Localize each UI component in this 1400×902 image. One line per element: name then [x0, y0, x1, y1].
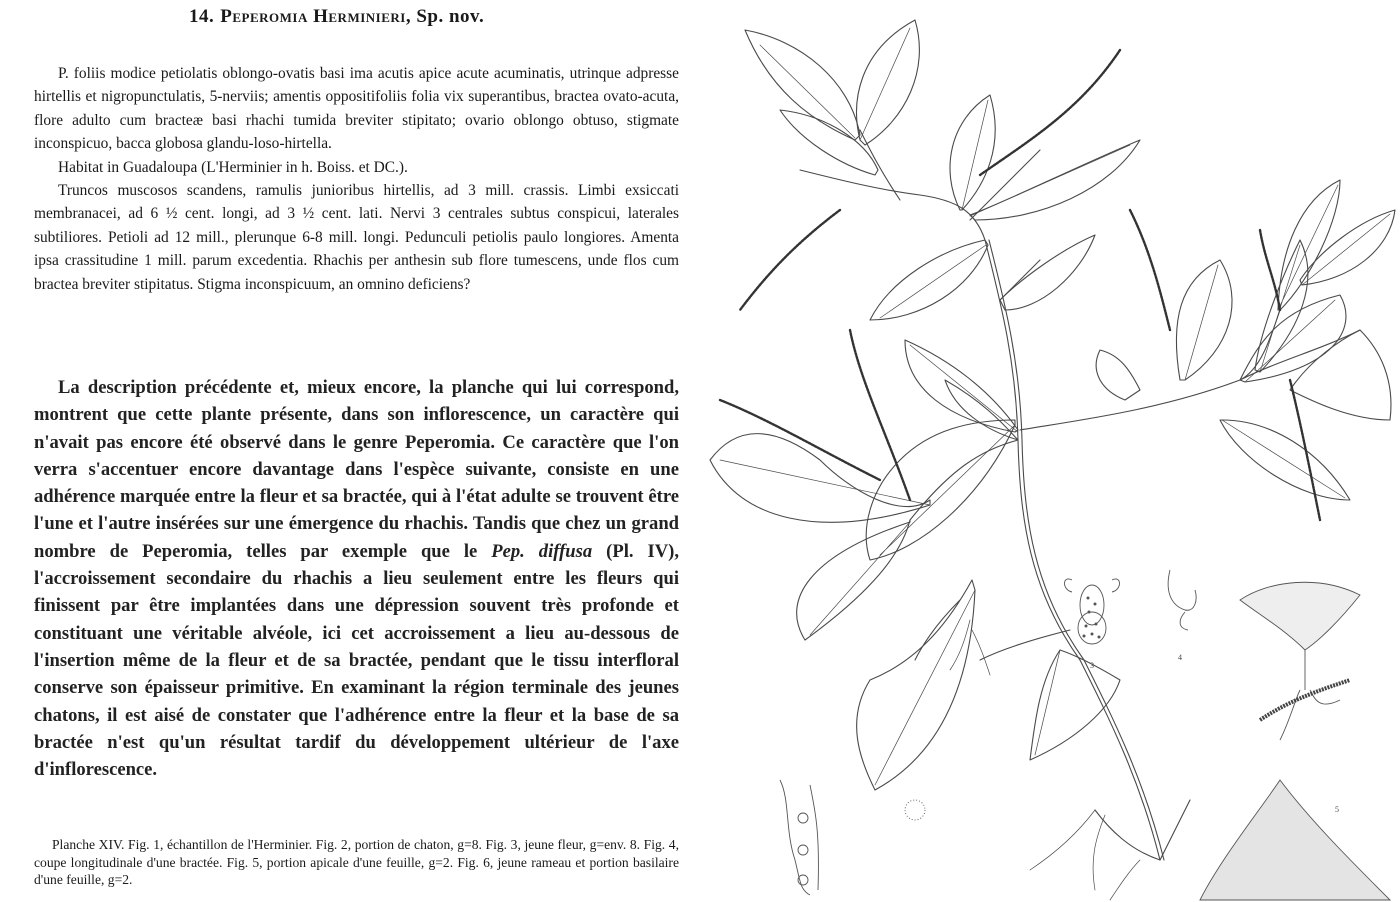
text-column — [34, 0, 679, 902]
catkin-spike — [740, 210, 840, 310]
latin-diagnosis: P. foliis modice petiolatis oblongo-ovatis basi ima acutis apice acute acuminatis, utrinque adpresse hirtellis et nigropunctulatis, 5-nerviis; amentis oppositifoliis folia vix superantibus, bractea ovato-acuta, flore adulto cum bracteæ basi rhachi tumida breviter stipitato; ovario oblongo obtuso, stigmate inconspicuo, bacca globosa glandu-loso-hirtella. — [34, 65, 679, 153]
botanical-plate — [700, 0, 1400, 902]
leaf — [1030, 650, 1120, 760]
catkin-spike — [1260, 230, 1280, 310]
leaf — [780, 110, 878, 175]
leaf — [870, 240, 988, 320]
plate-caption — [34, 836, 679, 889]
catkin-spike — [1130, 210, 1170, 330]
catkin-spike — [850, 330, 910, 500]
leaf — [1290, 330, 1391, 420]
latin-description — [34, 62, 679, 296]
leaf — [710, 434, 930, 523]
catkin-spike — [1290, 380, 1320, 520]
leaf — [745, 30, 860, 140]
caption-text: Planche XIV. Fig. 1, échantillon de l'Herminier. Fig. 2, portion de chaton, g=8. Fig. 3, jeune fleur, g=env. 8. Fig. 4, coupe longitudinale d'une bractée. Fig. 5, portion apicale d'une feuille, g=2. Fig. 6, jeune rameau et portion basilaire d'une feuille, g=2. — [34, 837, 679, 888]
fig3-young-flower — [1065, 579, 1120, 670]
fig4-bract-section — [1168, 570, 1196, 662]
fig5-number: 5 — [1335, 805, 1339, 814]
french-paragraph — [34, 374, 679, 783]
french-commentary — [34, 374, 679, 783]
species-suffix: , Sp. nov. — [405, 6, 485, 27]
species-name: Peperomia Herminieri — [220, 6, 406, 27]
latin-habitat: Habitat in Guadaloupa (L'Herminier in h. Boiss. et DC.). — [58, 158, 408, 176]
fig5-leaf-portion — [1240, 582, 1360, 740]
leaf — [1096, 350, 1140, 400]
catkin-spike — [720, 400, 880, 480]
french-text-part2: (Pl. IV), l'accroissement secondaire du rhachis a lieu seulement entre les fleurs qui finissent par être implantées dans une dépression souvent très profonde et constituant une véritable alvéole, ici cet accroissement a lieu au-dessous de l'insertion même de la fleur et de sa bractée, pendant que le tissu interfloral conserve son épaisseur primitive. En examinant la région terminale des jeunes chatons, il est aisé de constater que l'adhérence entre la fleur et la base de sa bractée n'est qu'un résultat tardif du développement ultérieur de l'axe d'inflorescence. — [34, 540, 680, 781]
leaf — [1000, 235, 1095, 310]
plate-illustration — [700, 0, 1400, 902]
species-number: 14. — [189, 6, 215, 27]
fig3-number: 3 — [1090, 661, 1094, 670]
fig5-apical-leaf — [1200, 780, 1390, 900]
fig6-young-shoot — [780, 780, 925, 895]
leaf — [857, 580, 975, 790]
latin-details: Truncos muscosos scandens, ramulis junioribus hirtellis, ad 3 mill. crassis. Limbi exsiccati membranacei, ad 6 ½ cent. longi, ad 3 ½ cent. lati. Nervi 3 centrales subtus conspicui, laterales subtiliores. Petioli ad 12 mill., plerunque 6-8 mill. longi. Pedunculi petiolis paulo longiores. Amenta ipsa crassitudine 1 mill. parum excedentia. Rhachis per anthesin sub flore tumescens, unde flos cum bractea breviter stipitatus. Stigma inconspicuum, an omnino deficiens? — [34, 182, 679, 293]
leaf — [950, 95, 995, 210]
catkin-spike — [980, 50, 1120, 175]
species-heading — [189, 6, 484, 28]
fig4-number: 4 — [1178, 653, 1182, 662]
main-stem — [800, 170, 1080, 660]
leaf — [1176, 260, 1232, 380]
aerial-roots — [950, 620, 1140, 900]
leaf — [797, 520, 910, 640]
french-italic-species: Pep. diffusa — [491, 540, 593, 562]
french-text-part1: La description précédente et, mieux encore, la planche qui lui correspond, montrent que cette plante présente, dans son inflorescence, un caractère qui n'avait pas encore été observé dans le genre Peperomia. Ce caractère que l'on verra s'accentuer encore davantage dans l'espèce suivante, consiste en une adhérence marquée entre la fleur et sa bractée, qui à l'état adulte se trouvent être l'une et l'autre insérées sur une émergence du rhachis. Tandis que chez un grand nombre de Peperomia, telles par exemple que le — [34, 377, 679, 562]
leaf — [1255, 240, 1308, 372]
right-branch — [1020, 310, 1280, 430]
